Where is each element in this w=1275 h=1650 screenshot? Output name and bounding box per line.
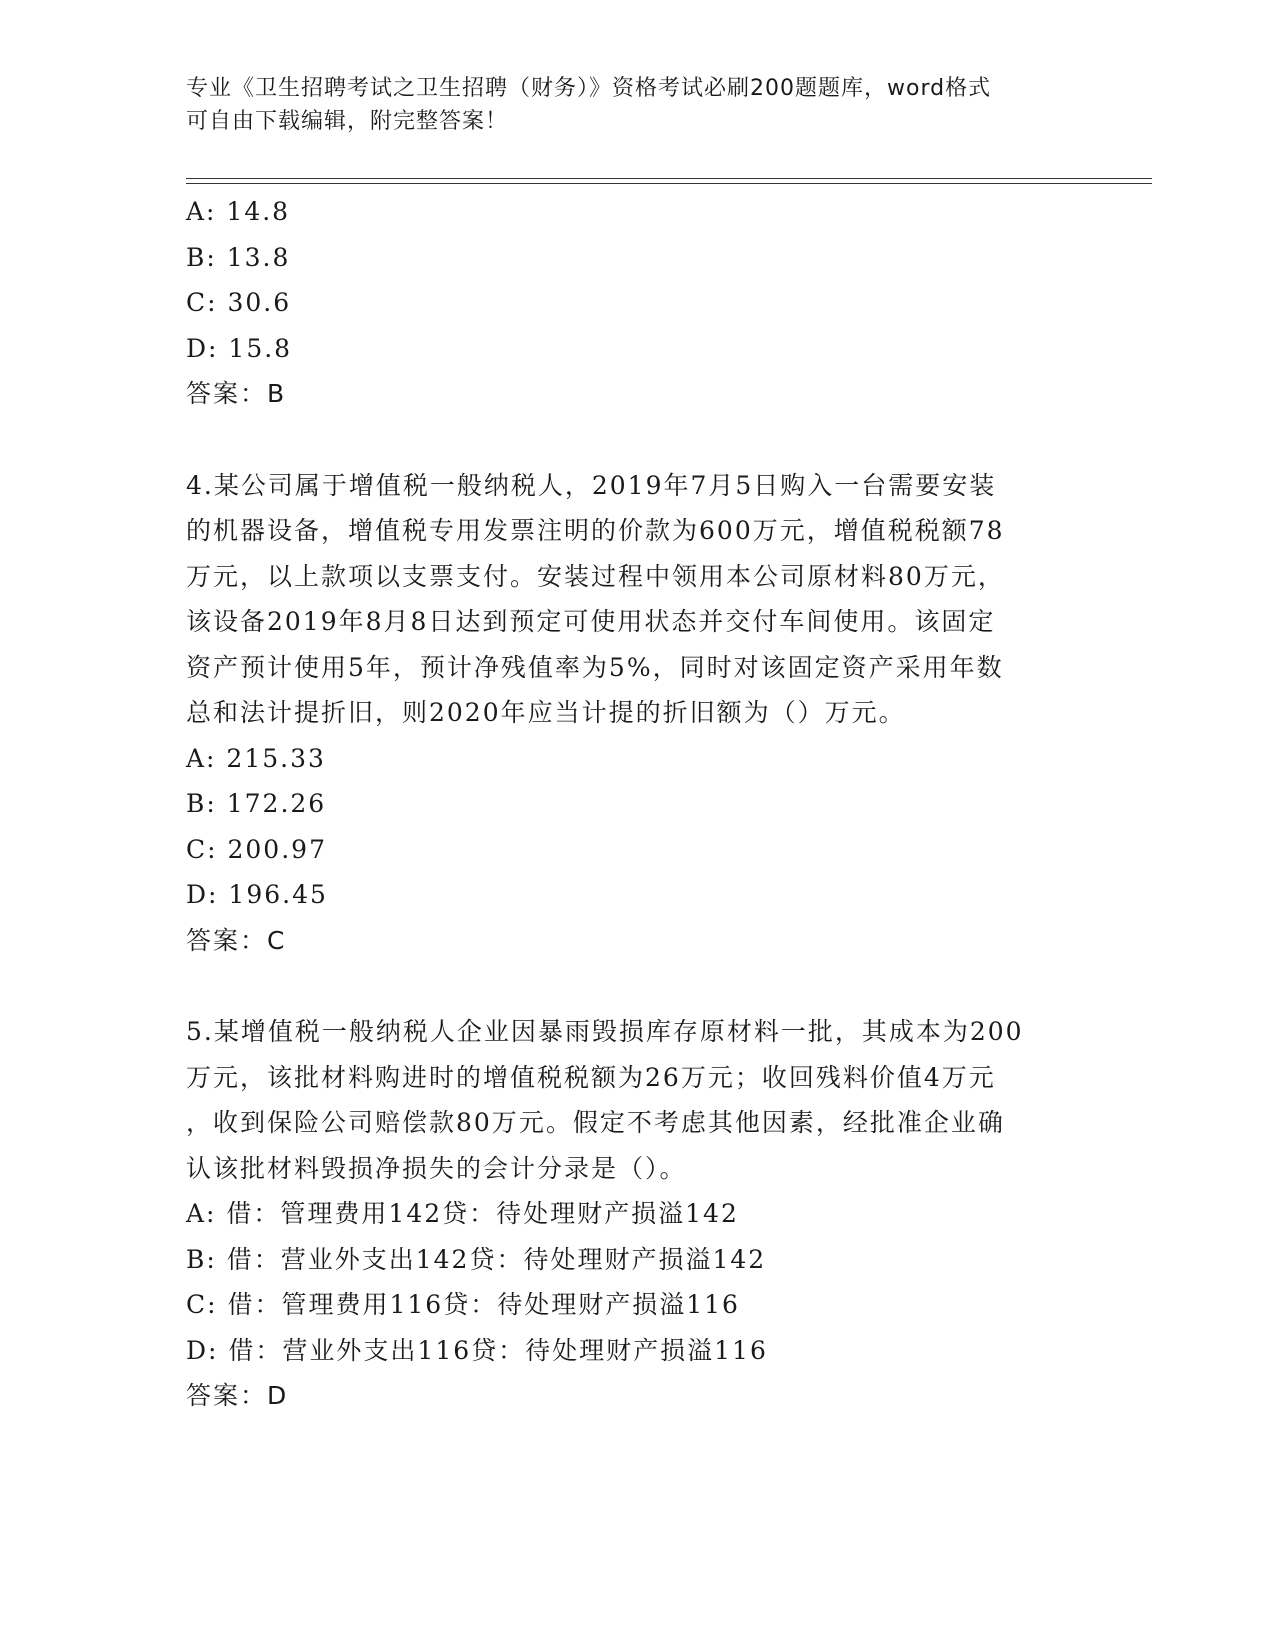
question-text-line: 万元，该批材料购进时的增值税税额为26万元；收回残料价值4万元 — [186, 1062, 996, 1092]
question-text-line: 资产预计使用5年，预计净残值率为5%，同时对该固定资产采用年数 — [186, 652, 1004, 682]
question-text-line: 4.某公司属于增值税一般纳税人，2019年7月5日购入一台需要安装 — [186, 470, 997, 500]
option-c: C: 200.97 — [186, 834, 327, 864]
document-body — [186, 189, 1086, 1419]
answer: 答案：C — [186, 925, 287, 955]
question-text-line: 总和法计提折旧，则2020年应当计提的折旧额为（）万元。 — [186, 698, 906, 727]
question-text-line: ，收到保险公司赔偿款80万元。假定不考虑其他因素，经批准企业确 — [186, 1108, 1005, 1137]
option-d: D: 196.45 — [186, 880, 328, 909]
question-4 — [186, 463, 1086, 964]
answer: 答案：D — [186, 1381, 289, 1410]
header-divider-bottom — [186, 183, 1152, 184]
option-b: B: 13.8 — [186, 242, 291, 272]
header-line-2: 可自由下载编辑，附完整答案！ — [186, 109, 509, 134]
option-b: B: 借：营业外支出142贷：待处理财产损溢142 — [186, 1244, 767, 1274]
option-b: B: 172.26 — [186, 789, 327, 818]
option-a: A: 215.33 — [186, 743, 326, 773]
header-line-1: 专业《卫生招聘考试之卫生招聘（财务）》资格考试必刷200题题库，word格式 — [186, 76, 992, 101]
question-text-line: 万元，以上款项以支票支付。安装过程中领用本公司原材料80万元， — [186, 561, 1005, 591]
spacer — [186, 417, 1086, 463]
option-a: A: 借：管理费用142贷：待处理财产损溢142 — [186, 1199, 739, 1228]
question-text-line: 的机器设备，增值税专用发票注明的价款为600万元，增值税税额78 — [186, 516, 1005, 545]
option-d: D: 15.8 — [186, 333, 293, 363]
header-divider-top — [186, 178, 1152, 179]
question-text-line: 5.某增值税一般纳税人企业因暴雨毁损库存原材料一批，其成本为200 — [186, 1017, 1024, 1046]
question-text-line: 该设备2019年8月8日达到预定可使用状态并交付车间使用。该固定 — [186, 607, 996, 636]
option-c: C: 30.6 — [186, 288, 292, 317]
option-a: A: 14.8 — [186, 197, 291, 226]
answer: 答案：B — [186, 379, 287, 408]
option-d: D: 借：营业外支出116贷：待处理财产损溢116 — [186, 1335, 768, 1365]
spacer — [186, 963, 1086, 1009]
document-header — [186, 72, 1086, 138]
question-text-line: 认该批材料毁损净损失的会计分录是（）。 — [186, 1153, 687, 1183]
option-c: C: 借：管理费用116贷：待处理财产损溢116 — [186, 1290, 740, 1319]
question-5 — [186, 1009, 1086, 1419]
question-3 — [186, 189, 1086, 417]
